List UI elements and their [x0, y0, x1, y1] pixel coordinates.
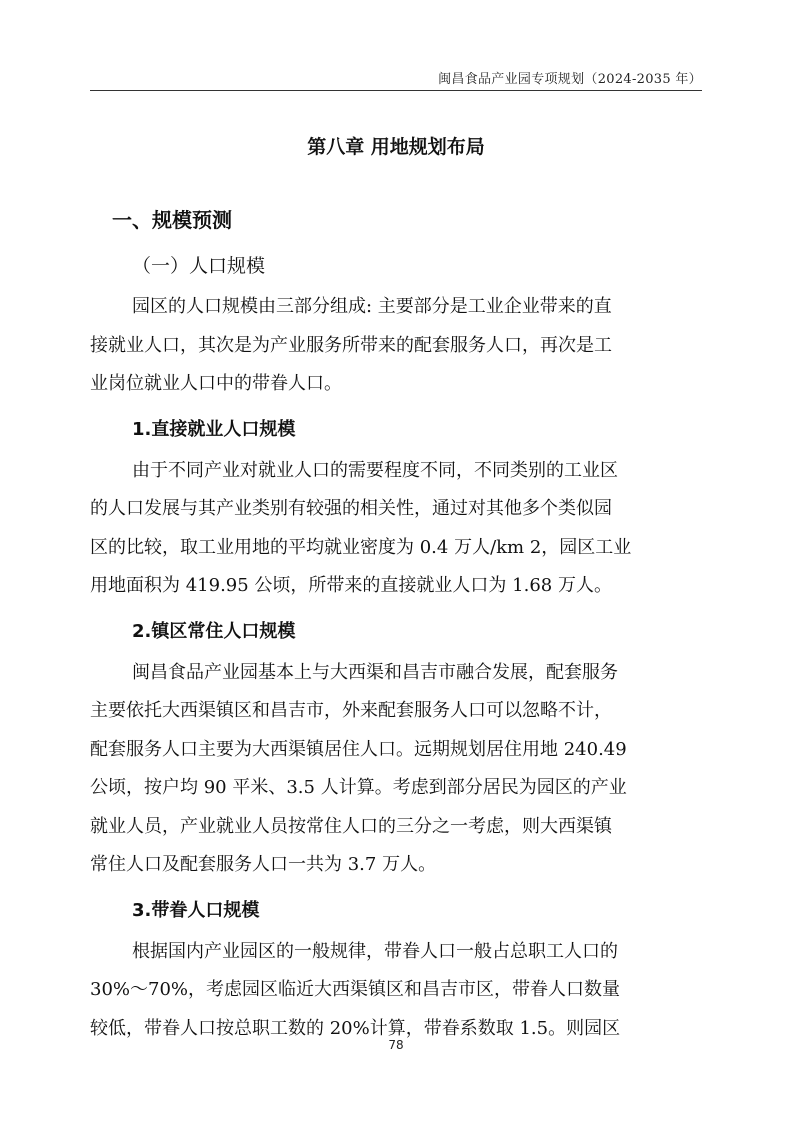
heading-direct-employment: 1.直接就业人口规模	[132, 418, 296, 440]
running-header: 闽昌食品产业园专项规划（2024-2035 年）	[438, 72, 702, 87]
paragraph-line: 由于不同产业对就业人口的需要程度不同，不同类别的工业区	[132, 459, 618, 481]
paragraph-line: 区的比较，取工业用地的平均就业密度为 0.4 万人/km 2，园区工业	[90, 536, 632, 558]
section-heading-scale-forecast: 一、规模预测	[112, 208, 232, 232]
chapter-title: 第八章 用地规划布局	[307, 136, 485, 158]
paragraph-direct-employment	[90, 452, 702, 606]
paragraph-dependent-population	[90, 933, 702, 1049]
paragraph-population-composition	[90, 288, 702, 404]
paragraph-line: 配套服务人口主要为大西渠镇居住人口。远期规划居住用地 240.49	[90, 738, 627, 760]
paragraph-line: 就业人员，产业就业人员按常住人口的三分之一考虑，则大西渠镇	[90, 815, 612, 837]
paragraph-line: 的人口发展与其产业类别有较强的相关性，通过对其他多个类似园	[90, 498, 612, 519]
paragraph-line: 较低，带眷人口按总职工数的 20%计算，带眷系数取 1.5。则园区	[90, 1017, 621, 1039]
paragraph-line: 园区的人口规模由三部分组成: 主要部分是工业企业带来的直	[132, 296, 612, 317]
heading-town-resident-population: 2.镇区常住人口规模	[132, 620, 296, 642]
paragraph-line: 业岗位就业人口中的带眷人口。	[90, 373, 342, 394]
paragraph-line: 主要依托大西渠镇区和昌吉市，外来配套服务人口可以忽略不计，	[90, 700, 612, 721]
paragraph-town-resident-population	[90, 654, 702, 885]
heading-dependent-population: 3.带眷人口规模	[132, 899, 260, 921]
subsection-heading-population-scale: （一）人口规模	[132, 255, 266, 277]
page-number: 78	[388, 1038, 404, 1052]
paragraph-line: 接就业人口，其次是为产业服务所带来的配套服务人口，再次是工	[90, 334, 612, 356]
paragraph-line: 闽昌食品产业园基本上与大西渠和昌吉市融合发展，配套服务	[132, 661, 618, 683]
header-divider	[90, 90, 702, 91]
paragraph-line: 30%～70%，考虑园区临近大西渠镇区和昌吉市区，带眷人口数量	[90, 979, 621, 1000]
paragraph-line: 常住人口及配套服务人口一共为 3.7 万人。	[90, 854, 437, 875]
paragraph-line: 公顷，按户均 90 平米、3.5 人计算。考虑到部分居民为园区的产业	[90, 777, 627, 798]
page-body	[90, 196, 702, 1052]
paragraph-line: 用地面积为 419.95 公顷，所带来的直接就业人口为 1.68 万人。	[90, 575, 612, 596]
paragraph-line: 根据国内产业园区的一般规律，带眷人口一般占总职工人口的	[132, 940, 618, 962]
